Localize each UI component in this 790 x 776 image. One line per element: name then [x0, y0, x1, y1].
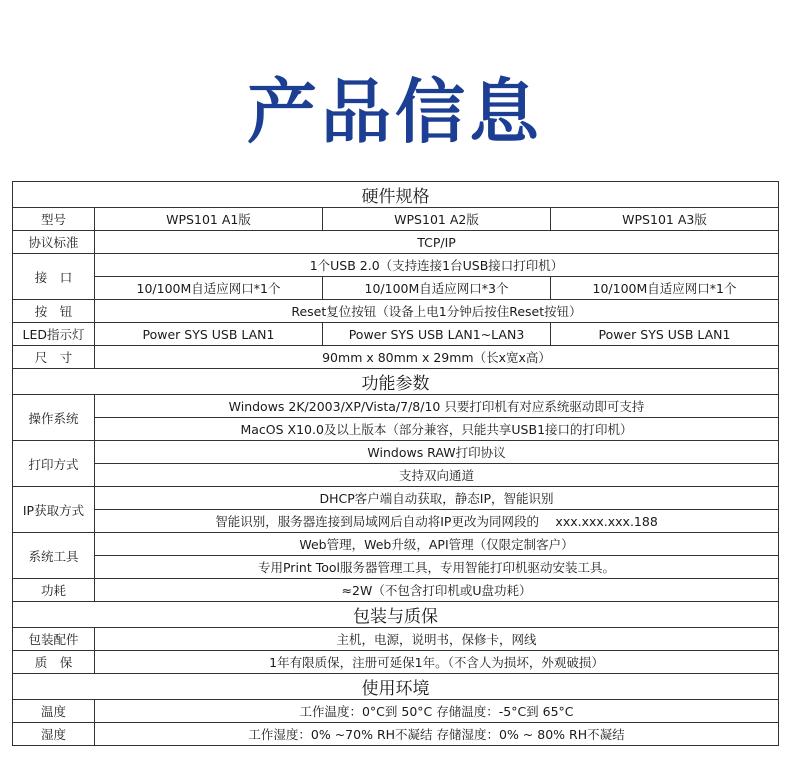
os-line1: Windows 2K/2003/XP/Vista/7/8/10 只要打印机有对应系统驱动即可支持	[95, 395, 779, 418]
table-row	[13, 464, 779, 487]
row-label-model: 型号	[13, 208, 95, 231]
section-row	[13, 602, 779, 628]
size-value: 90mm x 80mm x 29mm（长x宽x高）	[95, 346, 779, 369]
table-row	[13, 510, 779, 533]
ip-line1: DHCP客户端自动获取，静态IP，智能识别	[95, 487, 779, 510]
section-environment: 使用环境	[13, 674, 779, 700]
protocol-value: TCP/IP	[95, 231, 779, 254]
led-a2: Power SYS USB LAN1~LAN3	[323, 323, 551, 346]
print-line2: 支持双向通道	[95, 464, 779, 487]
row-label-accessories: 包装配件	[13, 628, 95, 651]
row-label-protocol: 协议标准	[13, 231, 95, 254]
page-title: 产品信息	[247, 71, 543, 153]
section-row	[13, 182, 779, 208]
row-label-humidity: 湿度	[13, 723, 95, 746]
section-row	[13, 369, 779, 395]
row-label-temperature: 温度	[13, 700, 95, 723]
table-row	[13, 441, 779, 464]
table-row	[13, 700, 779, 723]
tools-line1: Web管理，Web升级，API管理（仅限定制客户）	[95, 533, 779, 556]
row-label-interface: 接 口	[13, 254, 95, 300]
table-row	[13, 300, 779, 323]
table-row	[13, 533, 779, 556]
interface-a3: 10/100M自适应网口*1个	[551, 277, 779, 300]
ip-line2: 智能识别，服务器连接到局域网后自动将IP更改为同网段的 xxx.xxx.xxx.188	[95, 510, 779, 533]
led-a1: Power SYS USB LAN1	[95, 323, 323, 346]
table-row	[13, 418, 779, 441]
os-line2: MacOS X10.0及以上版本（部分兼容，只能共享USB1接口的打印机）	[95, 418, 779, 441]
table-row	[13, 628, 779, 651]
table-row	[13, 556, 779, 579]
row-label-size: 尺 寸	[13, 346, 95, 369]
spec-table	[12, 181, 779, 746]
table-row	[13, 277, 779, 300]
table-row	[13, 395, 779, 418]
table-row	[13, 231, 779, 254]
row-label-led: LED指示灯	[13, 323, 95, 346]
button-value: Reset复位按钮（设备上电1分钟后按住Reset按钮）	[95, 300, 779, 323]
row-label-warranty: 质 保	[13, 651, 95, 674]
accessories-value: 主机，电源，说明书，保修卡，网线	[95, 628, 779, 651]
table-row	[13, 651, 779, 674]
led-a3: Power SYS USB LAN1	[551, 323, 779, 346]
model-a3: WPS101 A3版	[551, 208, 779, 231]
interface-usb: 1个USB 2.0（支持连接1台USB接口打印机）	[95, 254, 779, 277]
tools-line2: 专用Print Tool服务器管理工具，专用智能打印机驱动安装工具。	[95, 556, 779, 579]
row-label-power: 功耗	[13, 579, 95, 602]
model-a1: WPS101 A1版	[95, 208, 323, 231]
table-row	[13, 254, 779, 277]
table-row	[13, 346, 779, 369]
humidity-value: 工作湿度：0% ~70% RH不凝结 存储湿度：0% ~ 80% RH不凝结	[95, 723, 779, 746]
table-row	[13, 579, 779, 602]
section-function: 功能参数	[13, 369, 779, 395]
section-hardware: 硬件规格	[13, 182, 779, 208]
table-row	[13, 208, 779, 231]
warranty-value: 1年有限质保，注册可延保1年。（不含人为损坏，外观破损）	[95, 651, 779, 674]
row-label-button: 按 钮	[13, 300, 95, 323]
interface-a2: 10/100M自适应网口*3个	[323, 277, 551, 300]
table-row	[13, 323, 779, 346]
table-row	[13, 487, 779, 510]
row-label-os: 操作系统	[13, 395, 95, 441]
section-package: 包装与质保	[13, 602, 779, 628]
power-value: ≈2W（不包含打印机或U盘功耗）	[95, 579, 779, 602]
temperature-value: 工作温度：0°C到 50°C 存储温度：-5°C到 65°C	[95, 700, 779, 723]
print-line1: Windows RAW打印协议	[95, 441, 779, 464]
interface-a1: 10/100M自适应网口*1个	[95, 277, 323, 300]
row-label-tools: 系统工具	[13, 533, 95, 579]
row-label-ip: IP获取方式	[13, 487, 95, 533]
model-a2: WPS101 A2版	[323, 208, 551, 231]
section-row	[13, 674, 779, 700]
table-row	[13, 723, 779, 746]
row-label-print: 打印方式	[13, 441, 95, 487]
